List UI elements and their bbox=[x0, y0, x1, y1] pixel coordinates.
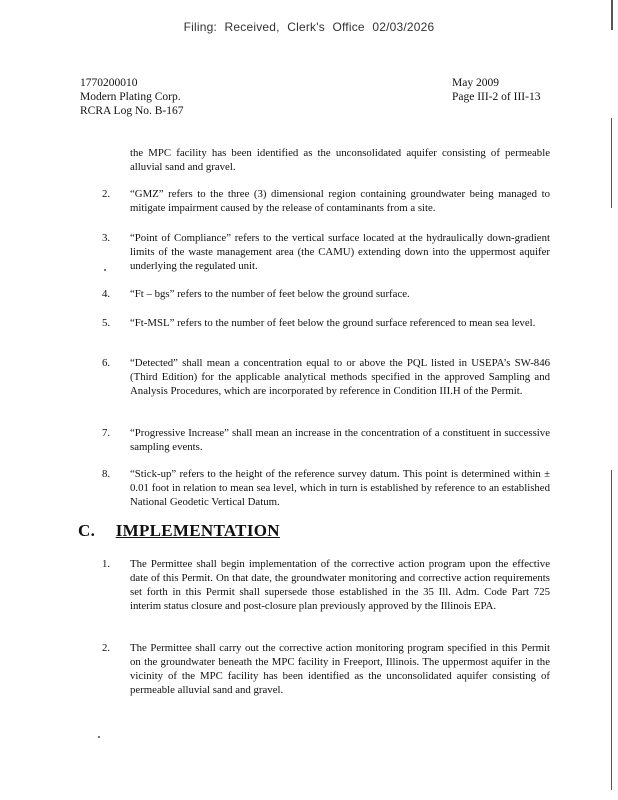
scan-speck bbox=[104, 269, 106, 271]
company-name: Modern Plating Corp. bbox=[80, 91, 181, 103]
definition-number: 2. bbox=[102, 188, 111, 200]
header-left bbox=[80, 76, 184, 118]
continuation-paragraph: the MPC facility has been identified as the unconsolidated aquifer consisting of permeable alluvial sand and gravel. bbox=[130, 147, 550, 173]
implementation-number: 1. bbox=[102, 558, 111, 570]
definition-text: “Stick-up” refers to the height of the reference survey datum. This point is determined within ± 0.01 foot in relation to mean sea level, which in turn is established by reference to an established National Geodetic Vertical Datum. bbox=[130, 468, 550, 508]
scan-speck bbox=[98, 736, 100, 738]
implementation-text: The Permittee shall carry out the corrective action monitoring program specified in this Permit on the groundwater beneath the MPC facility in Freeport, Illinois. The uppermost aquifer in the vicinity of the MPC facility has been identified as the unconsolidated aquifer consisting of permeable alluvial sand and gravel. bbox=[130, 642, 550, 696]
definition-text: “Ft-MSL” refers to the number of feet below the ground surface referenced to mean sea level. bbox=[130, 317, 536, 329]
definition-number: 8. bbox=[102, 468, 111, 480]
section-letter: C. bbox=[78, 521, 96, 540]
definition-text: “Detected” shall mean a concentration equal to or above the PQL listed in USEPA’s SW-846 (Third Edition) for the applicable analytical methods specified in the approved Sampling and Analysis Procedures, which are incorporated by reference in Condition III.H of the Permit. bbox=[130, 357, 550, 397]
document-date: May 2009 bbox=[452, 77, 499, 89]
definition-number: 4. bbox=[102, 288, 111, 300]
definition-text: “Progressive Increase” shall mean an increase in the concentration of a constituent in successive sampling events. bbox=[130, 427, 550, 453]
scan-edge-mark bbox=[611, 118, 612, 208]
definition-text: “GMZ” refers to the three (3) dimensional region containing groundwater being managed to mitigate impairment caused by the release of contaminants from a site. bbox=[130, 188, 550, 214]
scan-edge-mark bbox=[611, 0, 613, 30]
definition-number: 5. bbox=[102, 317, 111, 329]
implementation-number: 2. bbox=[102, 642, 111, 654]
filing-stamp: Filing: Received, Clerk's Office 02/03/2026 bbox=[183, 20, 435, 34]
implementation-text: The Permittee shall begin implementation of the corrective action program upon the effective date of this Permit. On that date, the groundwater monitoring and corrective action requirements set forth in this Permit shall supersede those established in the 35 Ill. Adm. Code Part 725 interim status closure and post-closure plan previously approved by the Illinois EPA. bbox=[130, 558, 550, 612]
rcra-log-number: RCRA Log No. B-167 bbox=[80, 105, 184, 117]
scan-edge-mark bbox=[611, 470, 612, 790]
permit-number: 1770200010 bbox=[80, 77, 138, 89]
header-right bbox=[452, 76, 540, 104]
section-heading bbox=[78, 521, 280, 541]
definition-text: “Ft – bgs” refers to the number of feet below the ground surface. bbox=[130, 288, 410, 300]
definition-number: 3. bbox=[102, 232, 111, 244]
section-title: IMPLEMENTATION bbox=[115, 521, 280, 540]
definition-text: “Point of Compliance” refers to the vertical surface located at the hydraulically down-gradient limits of the waste management area (the CAMU) extending down into the uppermost aquifer underlying the regulated unit. bbox=[130, 232, 550, 272]
page-number: Page III-2 of III-13 bbox=[452, 91, 541, 103]
definition-number: 7. bbox=[102, 427, 111, 439]
definition-number: 6. bbox=[102, 357, 111, 369]
